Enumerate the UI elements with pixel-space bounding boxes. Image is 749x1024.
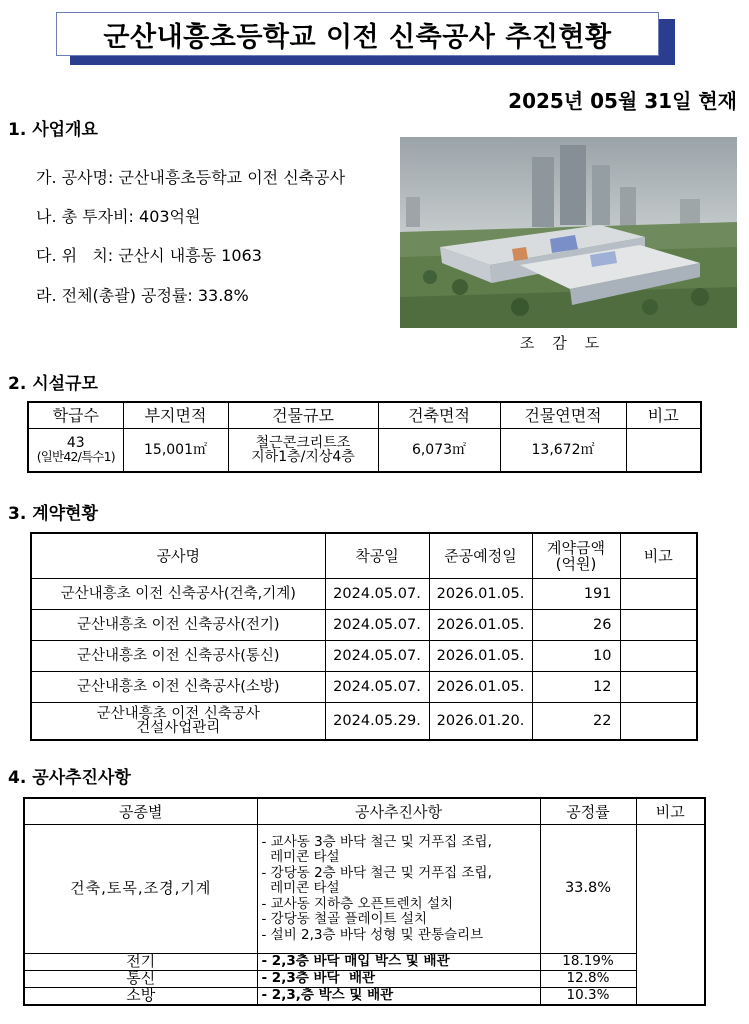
table-row [24, 988, 705, 1006]
header-note: 비고 [626, 402, 701, 429]
contract-amount: 10 [532, 641, 620, 672]
header-total-area: 건물연면적 [500, 402, 626, 429]
contracts-table [30, 532, 698, 741]
overview-budget: 나. 총 투자비: 403억원 [36, 207, 201, 226]
cell-total-area: 13,672㎡ [500, 429, 626, 473]
header-amount-label: 계약금액 [547, 539, 605, 557]
progress-rate: 33.8% [540, 825, 636, 954]
contract-note [620, 703, 697, 741]
section-facility-heading: 2. 시설규모 [8, 374, 98, 394]
header-end-date: 준공예정일 [429, 533, 532, 579]
contract-start: 2024.05.29. [325, 703, 429, 741]
header-rate: 공정률 [540, 798, 636, 825]
contract-name: 군산내흥초 이전 신축공사(통신) [31, 641, 325, 672]
header-detail: 공사추진사항 [257, 798, 540, 825]
rendering-caption: 조감도 [519, 334, 618, 352]
list-item: - 강당동 철골 플레이트 설치 [261, 911, 427, 928]
header-structure: 건물규모 [228, 402, 378, 429]
cell-structure [228, 429, 378, 473]
section-progress-heading: 4. 공사추진사항 [8, 768, 131, 788]
contract-name [31, 703, 325, 741]
contract-start: 2024.05.07. [325, 672, 429, 703]
classes-count: 43 [66, 435, 85, 451]
contract-end: 2026.01.05. [429, 672, 532, 703]
contract-end: 2026.01.05. [429, 610, 532, 641]
structure-floors: 지하1층/지상4층 [251, 449, 355, 465]
contract-end: 2026.01.05. [429, 641, 532, 672]
contract-name: 군산내흥초 이전 신축공사(전기) [31, 610, 325, 641]
progress-detail: - 2,3층 바닥 배관 [257, 971, 540, 988]
header-start-date: 착공일 [325, 533, 429, 579]
table-row [31, 641, 697, 672]
contract-end: 2026.01.05. [429, 579, 532, 610]
table-row [31, 672, 697, 703]
contract-end: 2026.01.20. [429, 703, 532, 741]
contract-amount: 26 [532, 610, 620, 641]
progress-rate: 10.3% [540, 988, 636, 1006]
contract-note [620, 641, 697, 672]
table-row [24, 954, 705, 971]
progress-rate: 18.19% [540, 954, 636, 971]
table-row [31, 610, 697, 641]
header-amount-unit: (억원) [555, 555, 597, 573]
classes-breakdown: (일반42/특수1) [36, 449, 115, 464]
contract-amount: 22 [532, 703, 620, 741]
contract-amount: 12 [532, 672, 620, 703]
cell-building-area: 6,073㎡ [378, 429, 500, 473]
progress-detail: - 2,3층 바닥 매입 박스 및 배관 [257, 954, 540, 971]
header-building-area: 건축면적 [378, 402, 500, 429]
contract-start: 2024.05.07. [325, 610, 429, 641]
cell-site-area: 15,001㎡ [123, 429, 228, 473]
header-classes: 학급수 [28, 402, 123, 429]
header-contract-note: 비고 [620, 533, 697, 579]
list-item: 레미콘 타설 [261, 849, 340, 866]
contract-amount: 191 [532, 579, 620, 610]
header-progress-note: 비고 [636, 798, 705, 825]
progress-category: 건축,토목,조경,기계 [24, 825, 257, 954]
progress-category: 전기 [24, 954, 257, 971]
structure-type: 철근콘크리트조 [255, 435, 351, 451]
table-row [24, 971, 705, 988]
table-row [31, 579, 697, 610]
facility-table [27, 401, 702, 473]
overview-progress: 라. 전체(총괄) 공정률: 33.8% [36, 286, 249, 305]
facility-data-row [28, 429, 701, 473]
progress-category: 소방 [24, 988, 257, 1006]
progress-detail: - 2,3,층 박스 및 배관 [257, 988, 540, 1006]
list-item: - 교사동 지하층 오픈트렌치 설치 [261, 895, 454, 912]
facility-header-row [28, 402, 701, 429]
progress-detail [257, 825, 540, 954]
contract-name: 군산내흥초 이전 신축공사(소방) [31, 672, 325, 703]
list-item: - 교사동 3층 바닥 철근 및 거푸집 조립, [261, 833, 492, 850]
section-overview-heading: 1. 사업개요 [8, 120, 98, 140]
contracts-header-row [31, 533, 697, 579]
header-site-area: 부지면적 [123, 402, 228, 429]
contract-note [620, 672, 697, 703]
contract-note [620, 579, 697, 610]
progress-category: 통신 [24, 971, 257, 988]
section-contracts-heading: 3. 계약현황 [8, 504, 98, 524]
cell-classes [28, 429, 123, 473]
contract-name: 군산내흥초 이전 신축공사(건축,기계) [31, 579, 325, 610]
overview-location: 다. 위 치: 군산시 내흥동 1063 [36, 246, 262, 265]
contract-start: 2024.05.07. [325, 641, 429, 672]
report-date: 2025년 05월 31일 현재 [508, 89, 737, 113]
progress-note [636, 825, 705, 1006]
birdseye-rendering-image [400, 137, 737, 328]
cell-note [626, 429, 701, 473]
list-item: - 설비 2,3층 바닥 성형 및 관통슬리브 [261, 926, 484, 943]
progress-table [23, 797, 706, 1006]
contract-name-line2: 건설사업관리 [136, 720, 221, 736]
progress-header-row [24, 798, 705, 825]
contract-start: 2024.05.07. [325, 579, 429, 610]
table-row [31, 703, 697, 741]
table-row [24, 825, 705, 954]
header-category: 공종별 [24, 798, 257, 825]
contract-note [620, 610, 697, 641]
contract-name-line1: 군산내흥초 이전 신축공사 [96, 706, 260, 722]
header-contract-name: 공사명 [31, 533, 325, 579]
progress-rate: 12.8% [540, 971, 636, 988]
overview-project-name: 가. 공사명: 군산내흥초등학교 이전 신축공사 [36, 168, 346, 187]
list-item: - 강당동 2층 바닥 철근 및 거푸집 조립, [261, 864, 492, 881]
list-item: 레미콘 타설 [261, 880, 340, 897]
page-title: 군산내흥초등학교 이전 신축공사 추진현황 [56, 12, 659, 56]
header-amount [532, 533, 620, 579]
